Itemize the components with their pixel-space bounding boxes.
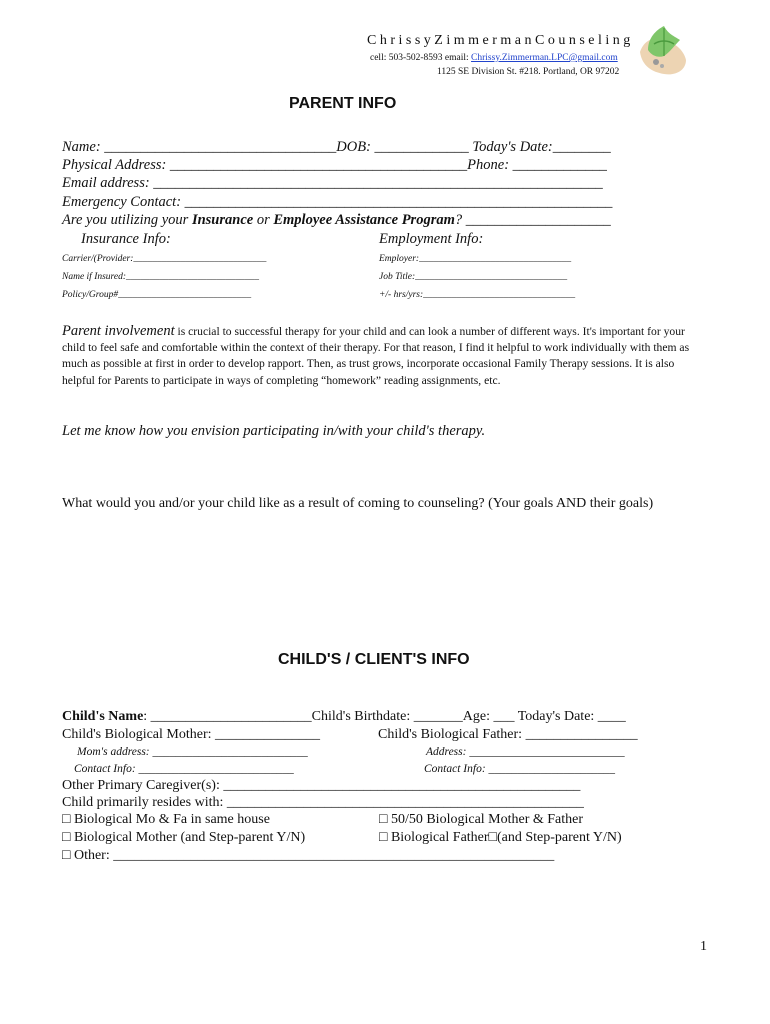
- page-number: 1: [700, 939, 707, 954]
- address-line: 1125 SE Division St. #218. Portland, OR 97202: [437, 67, 620, 77]
- job-title-field[interactable]: Job Title:________________________________: [379, 272, 568, 282]
- email-address-field[interactable]: Email address: ______________________________________________________________: [62, 175, 603, 191]
- father-address-field[interactable]: Address: ___________________________: [426, 746, 625, 758]
- physical-address-phone-field[interactable]: Physical Address: _________________________________________Phone: _____________: [62, 157, 607, 173]
- carrier-field[interactable]: Carrier/(Provider:____________________________: [62, 254, 267, 264]
- moms-address-field[interactable]: Mom's address: ___________________________: [77, 746, 308, 758]
- org-name: C h r i s s y Z i m m e r m a n C o u n s e l i n g: [367, 33, 631, 48]
- option-bio-both-same-house[interactable]: □ Biological Mo & Fa in same house: [62, 812, 270, 827]
- resides-with-field[interactable]: Child primarily resides with: ___________________________________________________: [62, 795, 584, 810]
- father-contact-field[interactable]: Contact Info: ______________________: [424, 763, 616, 775]
- email-link[interactable]: Chrissy.Zimmerman.LPC@gmail.com: [471, 53, 618, 63]
- employment-info-heading: Employment Info:: [379, 231, 484, 247]
- policy-field[interactable]: Policy/Group#____________________________: [62, 290, 252, 300]
- name-insured-field[interactable]: Name if Insured:____________________________: [62, 272, 260, 282]
- mom-contact-field[interactable]: Contact Info: ___________________________: [74, 763, 294, 775]
- eap-word: Employee Assistance Program: [273, 212, 455, 228]
- involvement-paragraph: [62, 323, 702, 389]
- child-name-row[interactable]: [62, 709, 626, 725]
- insurance-info-heading: Insurance Info:: [81, 231, 171, 247]
- option-other[interactable]: □ Other: _______________________________________________________________: [62, 848, 555, 863]
- involvement-lead: Parent involvement: [62, 323, 175, 339]
- child-name-label: Child's Name: [62, 709, 144, 724]
- involvement-text: is crucial to successful therapy for your child and can look a number of different ways. It's important for your child to feel safe and comfortable within the context of their therapy. For that reason, I find it helpful to work individually with them as much as possible at first in order to develop rapport. Then, as trust grows, incorporate occasional Family Therapy sessions. It is also helpful for Parents to participate in ways of completing “homework” reading assignments, etc.: [62, 325, 690, 387]
- insurance-word: Insurance: [191, 212, 254, 228]
- insurance-question[interactable]: [62, 212, 611, 229]
- name-dob-date-field[interactable]: Name: ________________________________DOB: _____________ Today's Date:________: [62, 139, 611, 155]
- or-word: or: [253, 212, 274, 228]
- utilizing-prefix: Are you utilizing your: [62, 212, 192, 228]
- goals-prompt: What would you and/or your child like as a result of coming to counseling? (Your goals AND their goals): [62, 496, 654, 511]
- employer-field[interactable]: Employer:________________________________: [379, 254, 572, 264]
- parent-info-title: PARENT INFO: [289, 95, 397, 112]
- other-caregivers-field[interactable]: Other Primary Caregiver(s): ___________________________________________________: [62, 778, 581, 793]
- child-name-rest: : _______________________Child's Birthdate: _______Age: ___ Today's Date: ____: [143, 709, 626, 724]
- option-bio-father-step[interactable]: □ Biological Father□(and Step-parent Y/N): [379, 830, 622, 845]
- option-bio-mother-step[interactable]: □ Biological Mother (and Step-parent Y/N): [62, 830, 306, 845]
- hrs-field[interactable]: +/- hrs/yrs:________________________________: [379, 290, 576, 300]
- emergency-contact-field[interactable]: Emergency Contact: ___________________________________________________________: [62, 194, 613, 210]
- option-fifty-fifty[interactable]: □ 50/50 Biological Mother & Father: [379, 812, 584, 827]
- bio-mother-field[interactable]: Child's Biological Mother: _______________: [62, 727, 321, 742]
- logo-leaf-icon: [634, 20, 690, 80]
- contact-prefix: cell: 503-502-8593 email:: [370, 53, 472, 63]
- child-info-title: CHILD'S / CLIENT'S INFO: [278, 651, 470, 668]
- contact-line: [370, 53, 618, 63]
- utilizing-suffix: ? ____________________: [454, 212, 611, 228]
- bio-father-field[interactable]: Child's Biological Father: ________________: [378, 727, 638, 742]
- envision-prompt: Let me know how you envision participating in/with your child's therapy.: [62, 423, 486, 439]
